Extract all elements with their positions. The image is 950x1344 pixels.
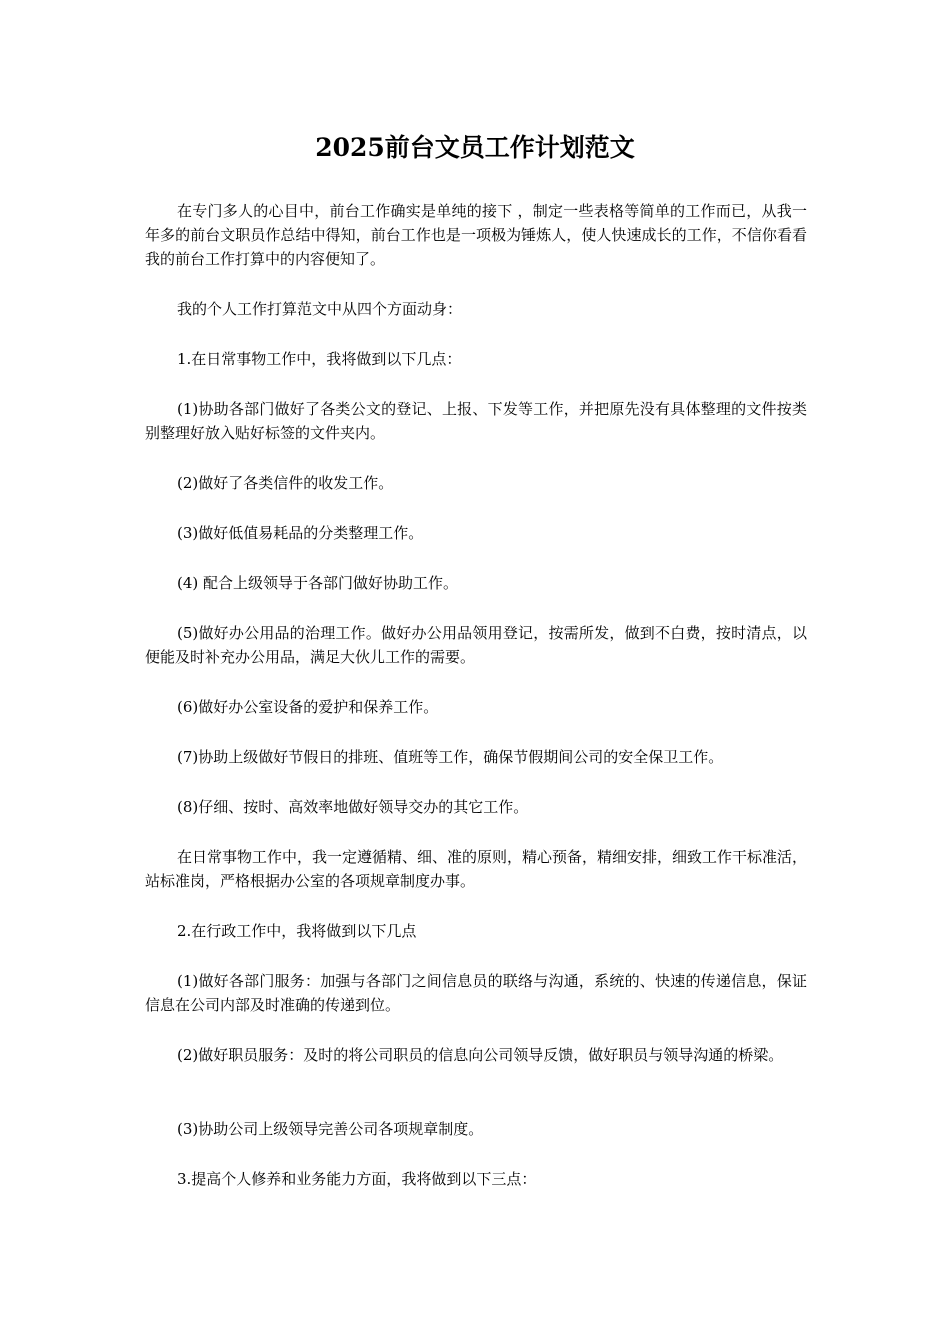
paragraph-item-2-3: (3)协助公司上级领导完善公司各项规章制度。 (177, 1120, 484, 1138)
paragraph-plan-overview: 我的个人工作打算范文中从四个方面动身： (177, 300, 463, 318)
document-title: 2025前台文员工作计划范文 (315, 133, 635, 162)
paragraph-section-3-heading: 3.提高个人修养和业务能力方面，我将做到以下三点： (177, 1170, 537, 1188)
paragraph-item-1-6: (6)做好办公室设备的爱护和保养工作。 (177, 698, 439, 716)
paragraph-section-2-heading: 2.在行政工作中，我将做到以下几点 (177, 922, 417, 940)
paragraph-item-1-2: (2)做好了各类信件的收发工作。 (177, 474, 394, 492)
paragraph-item-1-4: (4) 配合上级领导于各部门做好协助工作。 (177, 574, 459, 592)
paragraph-intro: 在专门多人的心目中，前台工作确实是单纯的接下 ，制定一些表格等简单的工作而已，从我一年多的前台文职员作总结中得知，前台工作也是一项极为锤炼人，使人快速成长的工作，不信你看看我的前台工作打算中的内容便知了。 (145, 202, 807, 268)
paragraph-item-1-7: (7)协助上级做好节假日的排班、值班等工作，确保节假期间公司的安全保卫工作。 (177, 748, 724, 766)
paragraph-section-1-summary: 在日常事物工作中，我一定遵循精、细、准的原则，精心预备，精细安排，细致工作干标准活，站标准岗，严格根据办公室的各项规章制度办事。 (145, 848, 808, 890)
paragraph-item-1-1: (1)协助各部门做好了各类公文的登记、上报、下发等工作，并把原先没有具体整理的文件按类别整理好放入贴好标签的文件夹内。 (145, 400, 807, 442)
paragraph-item-1-3: (3)做好低值易耗品的分类整理工作。 (177, 524, 424, 542)
paragraph-section-1-heading: 1.在日常事物工作中，我将做到以下几点： (177, 350, 462, 368)
paragraph-item-1-8: (8)仔细、按时、高效率地做好领导交办的其它工作。 (177, 798, 529, 816)
paragraph-item-2-2: (2)做好职员服务：及时的将公司职员的信息向公司领导反馈，做好职员与领导沟通的桥梁。 (177, 1046, 784, 1064)
paragraph-item-2-1: (1)做好各部门服务：加强与各部门之间信息员的联络与沟通，系统的、快速的传递信息，保证信息在公司内部及时准确的传递到位。 (145, 972, 807, 1014)
paragraph-item-1-5: (5)做好办公用品的治理工作。做好办公用品领用登记，按需所发，做到不白费，按时清点，以便能及时补充办公用品，满足大伙儿工作的需要。 (145, 624, 807, 666)
